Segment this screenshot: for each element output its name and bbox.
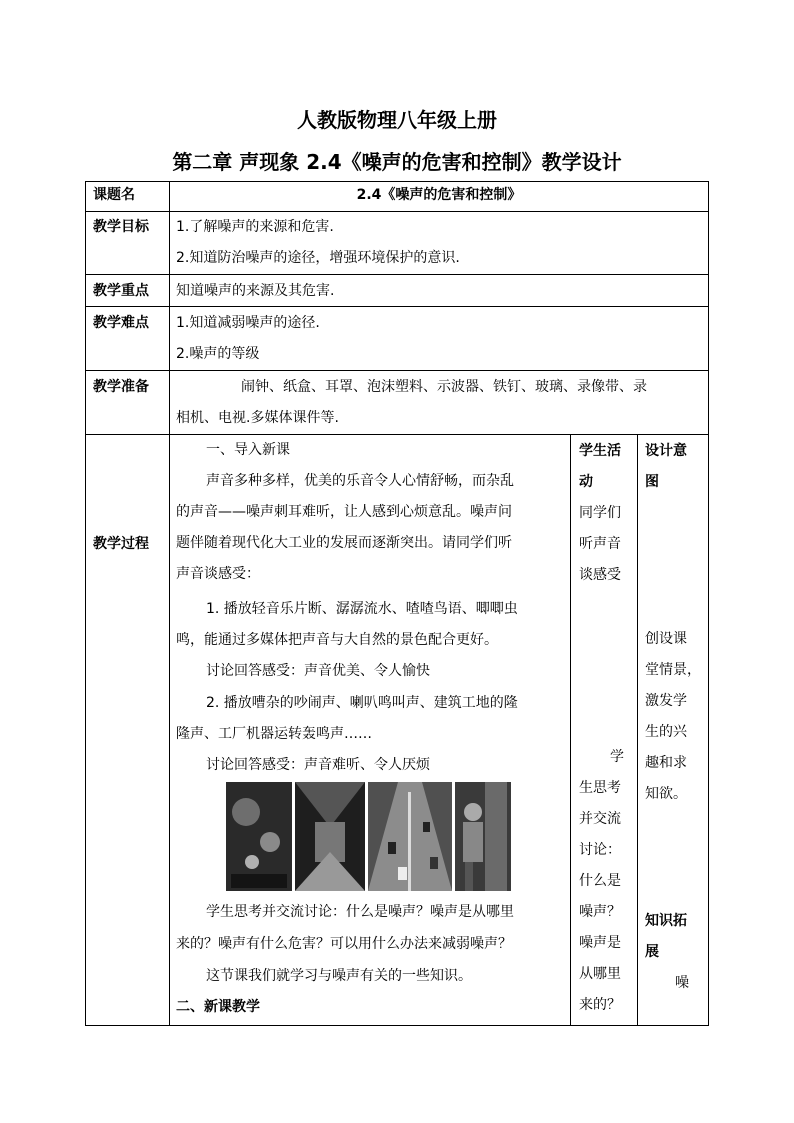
student-activity-line: 什么是: [579, 873, 621, 889]
process-line: 鸣，能通过多媒体把声音与大自然的景色配合更好。: [176, 632, 498, 648]
process-line: 2. 播放嘈杂的吵闹声、喇叭鸣叫声、建筑工地的隆: [206, 695, 518, 711]
topic-value: 2.4《噪声的危害和控制》: [356, 187, 522, 203]
design-intent-line: 激发学: [645, 693, 687, 709]
process-line: 来的？噪声有什么危害？可以用什么办法来减弱噪声？: [176, 936, 512, 952]
knowledge-extension-header: 知识拓: [645, 913, 687, 929]
student-activity-line: 谈感受: [579, 567, 621, 583]
column-divider: [570, 434, 571, 1026]
student-activity-line: 同学们: [579, 505, 621, 521]
design-intent-line: 噪: [675, 975, 689, 991]
design-intent-header: 图: [645, 474, 659, 490]
student-activity-header: 学生活: [579, 443, 621, 459]
process-line: 的声音——噪声刺耳难听，让人感到心烦意乱。噪声问: [176, 504, 512, 520]
document-subtitle: 第二章 声现象 2.4《噪声的危害和控制》教学设计: [172, 150, 622, 174]
design-intent-line: 生的兴: [645, 724, 687, 740]
preparation-label: 教学准备: [93, 379, 149, 395]
document-title: 人教版物理八年级上册: [297, 108, 497, 132]
student-activity-line: 从哪里: [579, 966, 621, 982]
process-line: 这节课我们就学习与噪声有关的一些知识。: [206, 968, 472, 984]
table-border-left: [85, 181, 86, 1026]
objective-line: 2.知道防治噪声的途径，增强环境保护的意识.: [176, 250, 460, 266]
column-divider: [637, 434, 638, 1026]
design-intent-line: 创设课: [645, 631, 687, 647]
process-line: 声音谈感受：: [176, 566, 260, 582]
student-activity-line: 听声音: [579, 536, 621, 552]
noise-photo-fireworks: [226, 782, 292, 891]
process-line: 声音多种多样，优美的乐音令人心情舒畅，而杂乱: [206, 473, 514, 489]
knowledge-extension-header: 展: [645, 944, 659, 960]
process-line: 隆声、工厂机器运转轰鸣声……: [176, 726, 372, 742]
topic-label: 课题名: [93, 187, 135, 203]
noise-photo-highway: [368, 782, 452, 891]
process-line: 讨论回答感受：声音优美、令人愉快: [206, 663, 430, 679]
student-activity-line: 学: [610, 749, 624, 765]
process-line: 讨论回答感受：声音难听、令人厌烦: [206, 757, 430, 773]
student-activity-line: 噪声是: [579, 935, 621, 951]
process-line: 1. 播放轻音乐片断、潺潺流水、喳喳鸟语、唧唧虫: [206, 601, 518, 617]
design-intent-header: 设计意: [645, 443, 687, 459]
preparation-line: 相机、电视.多媒体课件等.: [176, 410, 339, 426]
difficulty-line: 2.噪声的等级: [176, 346, 260, 362]
noise-photo-stage: [295, 782, 365, 891]
preparation-line: 闹钟、纸盒、耳罩、泡沫塑料、示波器、铁钉、玻璃、录像带、录: [241, 379, 647, 395]
design-intent-line: 知欲。: [645, 786, 687, 802]
design-intent-line: 堂情景，: [645, 662, 701, 678]
process-heading: 一、导入新课: [206, 442, 290, 458]
difficulty-label: 教学难点: [93, 315, 149, 331]
column-divider: [169, 181, 170, 1026]
table-border-bottom: [85, 1025, 709, 1026]
student-activity-line: 生思考: [579, 780, 621, 796]
process-label: 教学过程: [93, 536, 149, 552]
student-activity-header: 动: [579, 474, 593, 490]
noise-photo-chainsaw: [455, 782, 511, 891]
process-heading: 二、新课教学: [176, 999, 260, 1015]
difficulty-line: 1.知道减弱噪声的途径.: [176, 315, 320, 331]
objectives-label: 教学目标: [93, 219, 149, 235]
process-line: 学生思考并交流讨论：什么是噪声？噪声是从哪里: [206, 904, 514, 920]
key-point-value: 知道噪声的来源及其危害.: [176, 283, 335, 299]
student-activity-line: 来的？: [579, 997, 621, 1013]
table-border-right: [708, 181, 709, 1026]
student-activity-line: 并交流: [579, 811, 621, 827]
row-divider: [85, 370, 709, 371]
process-line: 题伴随着现代化大工业的发展而逐渐突出。请同学们听: [176, 535, 512, 551]
row-divider: [85, 434, 709, 435]
student-activity-line: 讨论：: [579, 842, 621, 858]
row-divider: [85, 274, 709, 275]
design-intent-line: 趣和求: [645, 755, 687, 771]
objective-line: 1.了解噪声的来源和危害.: [176, 219, 334, 235]
student-activity-line: 噪声？: [579, 904, 621, 920]
key-point-label: 教学重点: [93, 283, 149, 299]
